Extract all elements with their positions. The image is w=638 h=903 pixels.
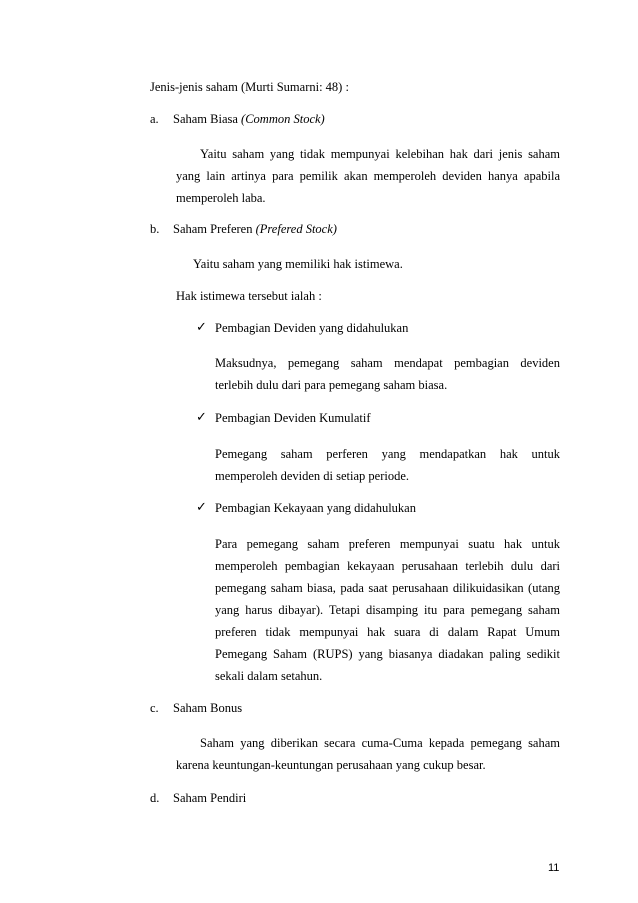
- item-2-title: Pembagian Deviden Kumulatif: [215, 411, 371, 425]
- page-number: 11: [548, 862, 560, 874]
- section-c-line-2: karena keuntungan-keuntungan perusahaan yang cukup besar.: [176, 758, 486, 772]
- section-c-title: Saham Bonus: [173, 701, 243, 715]
- section-b-heading: [173, 221, 337, 237]
- checkmark-icon: ✓: [196, 320, 207, 335]
- section-b-desc: Yaitu saham yang memiliki hak istimewa.: [193, 257, 403, 271]
- section-a-line-1: Yaitu saham yang tidak mempunyai kelebihan hak dari jenis saham: [200, 147, 560, 161]
- item-1-title: Pembagian Deviden yang didahulukan: [215, 321, 409, 335]
- section-d-title: Saham Pendiri: [173, 791, 247, 805]
- item-3-line-4: yang harus dibayar). Tetapi disamping itu para pemegang saham: [215, 603, 560, 617]
- item-3-line-1: Para pemegang saham preferen mempunyai suatu hak untuk: [215, 537, 560, 551]
- section-a-line-2: yang lain artinya para pemilik akan memperoleh deviden hanya apabila: [176, 169, 560, 183]
- checkmark-icon: ✓: [196, 410, 207, 425]
- item-1-line-1: Maksudnya, pemegang saham mendapat pembagian deviden: [215, 356, 560, 370]
- item-3-line-2: memperoleh pembagian kekayaan perusahaan terlebih dulu dari: [215, 559, 560, 573]
- item-2-line-1: Pemegang saham perferen yang mendapatkan hak untuk: [215, 447, 560, 461]
- section-a-marker: a.: [150, 112, 159, 126]
- item-2-line-2: memperoleh deviden di setiap periode.: [215, 469, 410, 483]
- item-1-line-2: terlebih dulu dari para pemegang saham biasa.: [215, 378, 448, 392]
- item-3-line-7: sekali dalam setahun.: [215, 669, 323, 683]
- item-3-line-3: pemegang saham biasa, pada saat perusahaan dilikuidasikan (utang: [215, 581, 560, 595]
- section-b-marker: b.: [150, 222, 160, 236]
- section-a-title-italic: (Common Stock): [241, 112, 325, 126]
- item-3-title: Pembagian Kekayaan yang didahulukan: [215, 501, 416, 515]
- section-b-subhead: Hak istimewa tersebut ialah :: [176, 289, 322, 303]
- section-c-line-1: Saham yang diberikan secara cuma-Cuma kepada pemegang saham: [200, 736, 560, 750]
- section-b-title-italic: (Prefered Stock): [255, 222, 337, 236]
- section-c-marker: c.: [150, 701, 159, 715]
- section-a-title: Saham Biasa: [173, 112, 238, 126]
- item-3-line-5: preferen tidak mempunyai hak suara di dalam Rapat Umum: [215, 625, 560, 639]
- intro-text: Jenis-jenis saham (Murti Sumarni: 48) :: [150, 80, 349, 94]
- section-b-title: Saham Preferen: [173, 222, 253, 236]
- section-d-marker: d.: [150, 791, 160, 805]
- item-3-line-6: Pemegang Saham (RUPS) yang biasanya diadakan paling sedikit: [215, 647, 560, 661]
- section-a-line-3: memperoleh laba.: [176, 191, 266, 205]
- section-a-heading: [173, 111, 325, 127]
- checkmark-icon: ✓: [196, 500, 207, 515]
